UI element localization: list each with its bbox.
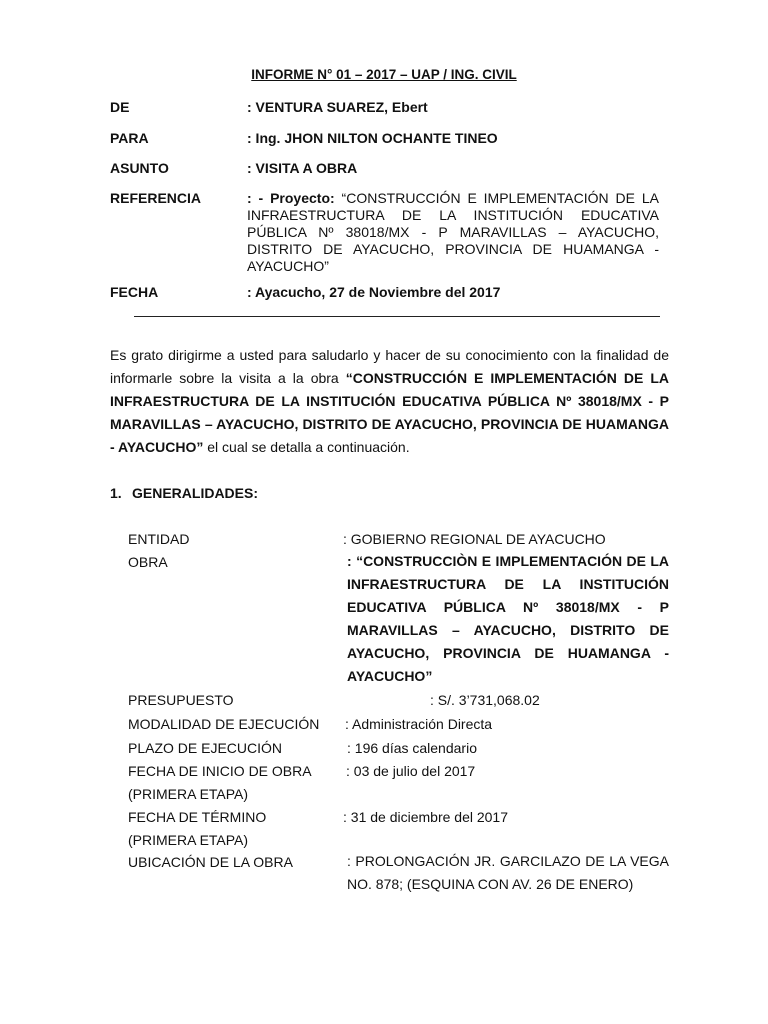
intro-project-name: “CONSTRUCCIÓN E IMPLEMENTACIÓN DE LA INFRAESTRUCTURA DE LA INSTITUCIÓN EDUCATIVA PÚBLICA Nº 38018/MX - P MARAVILLAS – AYACUCHO, DISTRITO DE AYACUCHO, PROVINCIA DE HUAMANGA - AYACUCHO” [110, 370, 669, 455]
entidad-label: ENTIDAD [128, 531, 190, 547]
para-value: : Ing. JHON NILTON OCHANTE TINEO [247, 130, 498, 146]
plazo-value: : 196 días calendario [347, 740, 477, 756]
modalidad-value: : Administración Directa [345, 716, 493, 732]
plazo-label: PLAZO DE EJECUCIÓN [128, 740, 283, 756]
para-label: PARA [110, 130, 149, 146]
presupuesto-value: : S/. 3’731,068.02 [430, 692, 540, 708]
referencia-value [247, 190, 659, 275]
header-divider [134, 316, 660, 317]
fecha-label: FECHA [110, 284, 159, 300]
inicio-label-line2: (PRIMERA ETAPA) [128, 786, 249, 802]
de-label: DE [110, 99, 130, 115]
report-title: INFORME N° 01 – 2017 – UAP / ING. CIVIL [251, 67, 517, 82]
presupuesto-label: PRESUPUESTO [128, 692, 234, 708]
obra-value: : “CONSTRUCCIÒN E IMPLEMENTACIÓN DE LA INFRAESTRUCTURA DE LA INSTITUCIÓN EDUCATIVA PÚBLICA Nº 38018/MX - P MARAVILLAS – AYACUCHO, DISTRITO DE AYACUCHO, PROVINCIA DE HUAMANGA - AYACUCHO” [347, 553, 669, 684]
termino-label-line1: FECHA DE TÉRMINO [128, 809, 267, 825]
referencia-label: REFERENCIA [110, 190, 202, 206]
modalidad-label: MODALIDAD DE EJECUCIÓN [128, 716, 320, 732]
section-number: 1. [110, 485, 122, 501]
asunto-label: ASUNTO [110, 160, 169, 176]
intro-paragraph [110, 344, 669, 459]
referencia-prefix: : - Proyecto: [247, 190, 335, 206]
termino-label-line2: (PRIMERA ETAPA) [128, 832, 249, 848]
referencia-text: “CONSTRUCCIÓN E IMPLEMENTACIÓN DE LA INFRAESTRUCTURA DE LA INSTITUCIÓN EDUCATIVA PÚBLICA Nº 38018/MX - P MARAVILLAS – AYACUCHO, DISTRITO DE AYACUCHO, PROVINCIA DE HUAMANGA - AYACUCHO” [247, 190, 659, 274]
intro-text-start: Es grato dirigirme a usted para saludarlo y hacer de su conocimiento con la finalidad de informarle sobre la visita a la obra [110, 347, 669, 386]
section-heading [110, 485, 258, 501]
inicio-value: : 03 de julio del 2017 [346, 763, 476, 779]
obra-label: OBRA [128, 554, 168, 570]
ubicacion-label: UBICACIÓN DE LA OBRA [128, 854, 293, 870]
fecha-value: : Ayacucho, 27 de Noviembre del 2017 [247, 284, 501, 300]
section-title: GENERALIDADES: [132, 485, 259, 501]
de-value: : VENTURA SUAREZ, Ebert [247, 99, 428, 115]
intro-text-end: el cual se detalla a continuación. [203, 439, 410, 455]
ubicacion-value: : PROLONGACIÓN JR. GARCILAZO DE LA VEGA NO. 878; (ESQUINA CON AV. 26 DE ENERO) [347, 853, 669, 892]
termino-value: : 31 de diciembre del 2017 [343, 809, 508, 825]
asunto-value: : VISITA A OBRA [247, 160, 358, 176]
inicio-label-line1: FECHA DE INICIO DE OBRA [128, 763, 312, 779]
entidad-value: : GOBIERNO REGIONAL DE AYACUCHO [343, 531, 606, 547]
